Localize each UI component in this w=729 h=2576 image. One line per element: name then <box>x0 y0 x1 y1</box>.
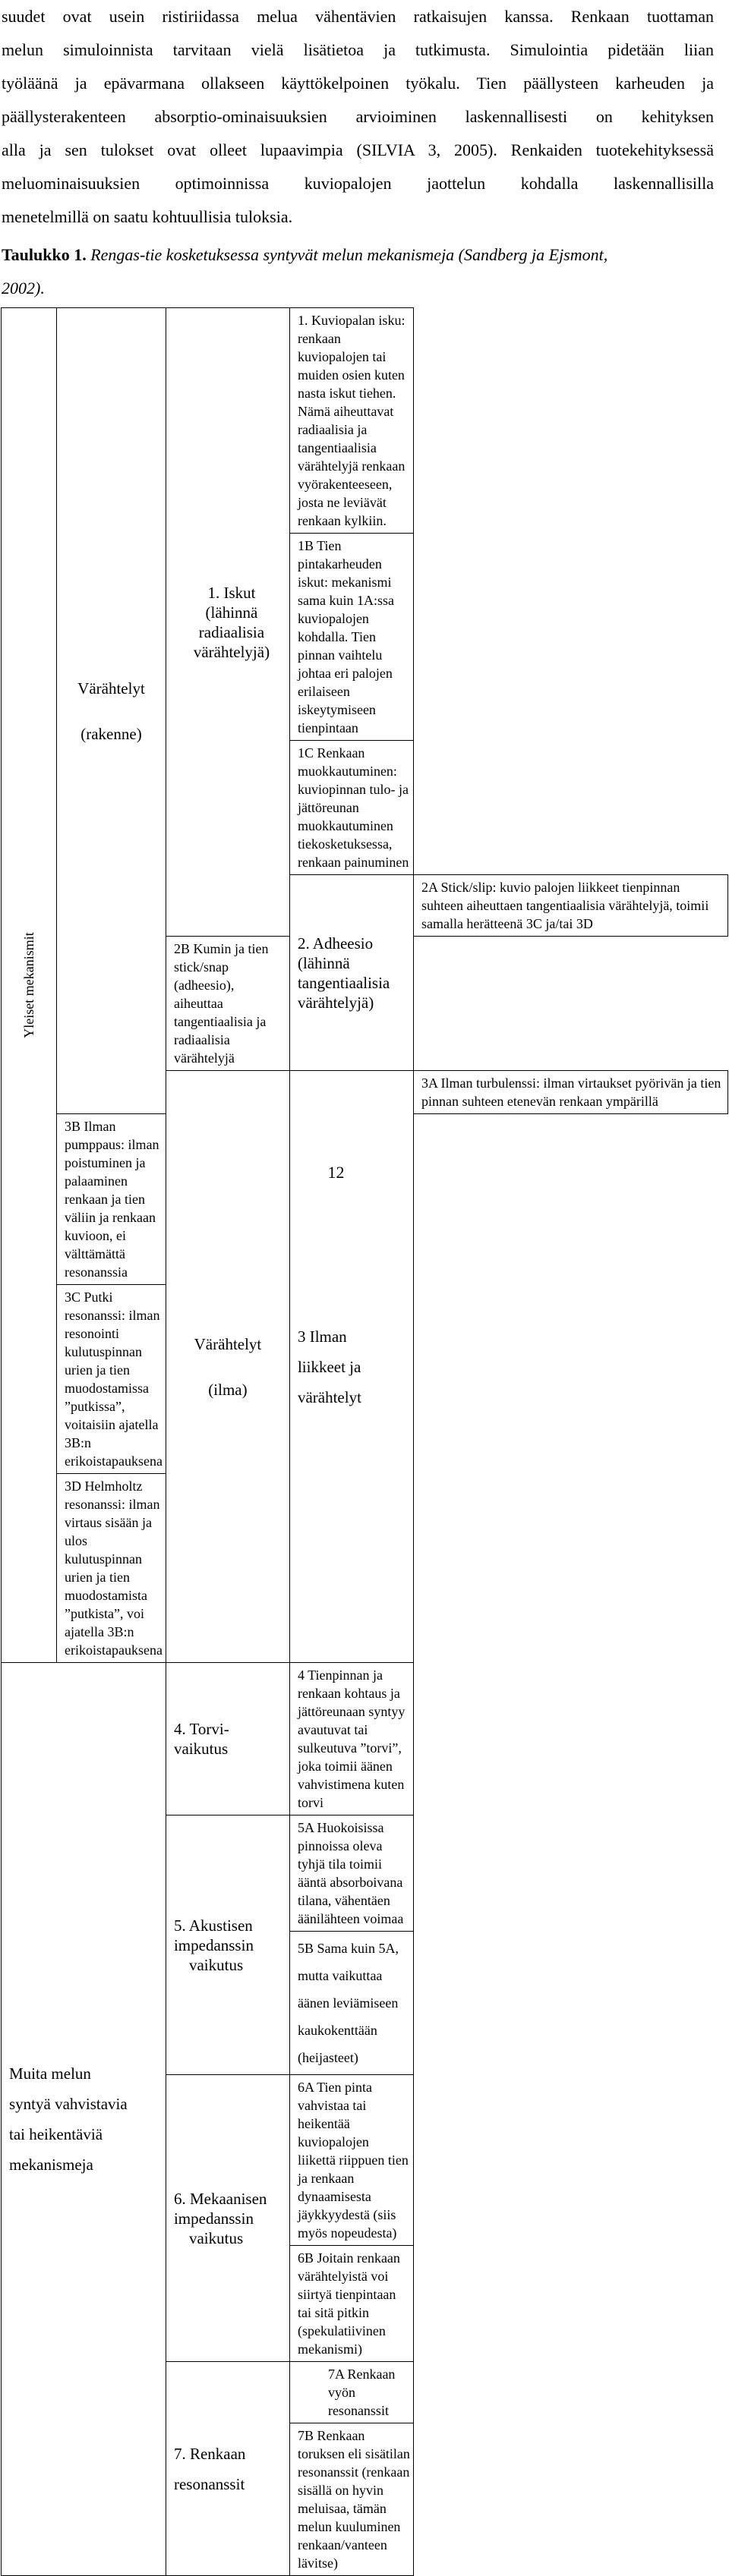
desc-1c: 1C Renkaan muokkautuminen: kuviopinnan tulo- ja jättöreunan muokkautuminen tiekosketuksessa, renkaan painuminen <box>289 741 413 875</box>
desc-3b: 3B Ilman pumppaus: ilman poistuminen ja palaaminen renkaan ja tien väliin ja renkaan kuvioon, ei välttämättä resonanssia <box>57 1114 166 1285</box>
desc-7b: 7B Renkaan toruksen eli sisätilan resonanssit (renkaan sisällä on hyvin meluisaa, tämän melun kuuluminen renkaan/vanteen lävitse) <box>289 2423 413 2576</box>
mechanism-3 <box>289 1071 413 1663</box>
mech-text: 7. Renkaan <box>173 2444 246 2463</box>
mechanism-2 <box>289 875 413 1071</box>
mech-text: radiaalisia <box>198 622 265 641</box>
mech-text: 3 Ilman <box>297 1327 347 1346</box>
caption-label: Taulukko 1. <box>2 245 87 264</box>
desc-1b: 1B Tien pintakarheuden iskut: mekanismi sama kuin 1A:ssa kuviopalojen kohdalla. Tien pinnan vaihtelu johtaa eri palojen erilaiseen iskeytymiseen tienpintaan <box>289 534 413 741</box>
mech-text: (lähinnä <box>205 603 258 622</box>
mech-text: impedanssin <box>173 2209 254 2228</box>
paragraph-line: melun simuloinnista tarvitaan vielä lisätietoa ja tutkimusta. Simulointia pidetään liian <box>2 40 714 59</box>
paragraph-line: alla ja sen tulokset ovat olleet lupaavimpia (SILVIA 3, 2005). Renkaiden tuotekehityksessä <box>2 140 714 159</box>
group-sublabel: (rakenne) <box>80 724 142 743</box>
caption-text-cont: 2002). <box>2 279 45 298</box>
mech-text: värähtelyjä) <box>193 642 270 661</box>
mech-text: vaikutus <box>188 2228 244 2247</box>
desc-7a: 7A Renkaan vyön resonanssit <box>289 2362 413 2423</box>
caption-text: Rengas-tie kosketuksessa syntyvät melun mekanismeja (Sandberg ja Ejsmont, <box>90 245 608 264</box>
group-sublabel: (ilma) <box>208 1380 248 1399</box>
group-vibrations-structure <box>57 308 166 1114</box>
desc-3c: 3C Putki resonanssi: ilman resonointi kulutuspinnan urien ja tien muodostamissa ”putkissa”, voitaisiin ajatella 3B:n erikoistapauksena <box>57 1285 166 1474</box>
mech-text: liikkeet ja <box>297 1357 361 1376</box>
desc-5a: 5A Huokoisissa pinnoissa oleva tyhjä tila toimii ääntä absorboivana tilana, vähentäen äänilähteen voimaa <box>289 1815 413 1932</box>
mech-text: värähtelyt <box>297 1387 361 1406</box>
body-paragraph <box>2 0 714 234</box>
mech-text: 4. Torvi- <box>173 1720 229 1738</box>
desc-1a: 1. Kuviopalan isku: renkaan kuviopalojen tai muiden osien kuten nasta iskut tiehen. Nämä aiheuttavat radiaalisia ja tangentiaalisia värähtelyjä renkaan vyörakenteeseen, josta ne leviävät renkaan kylkiin. <box>289 308 413 534</box>
desc-3a: 3A Ilman turbulenssi: ilman virtaukset pyörivän ja tien pinnan suhteen etenevän renkaan ympärillä <box>413 1071 727 1114</box>
table-caption <box>2 238 715 305</box>
paragraph-line: meluominaisuuksien optimoinnissa kuviopalojen jaottelun kohdalla laskennallisilla <box>2 174 714 193</box>
rotated-label: Yleiset mekanismit <box>21 932 36 1038</box>
group-other-mechanisms <box>2 1663 166 2576</box>
desc-2b: 2B Kumin ja tien stick/snap (adheesio), aiheuttaa tangentiaalisia ja radiaalisia värähtelyjä <box>166 937 289 1071</box>
desc-4: 4 Tienpinnan ja renkaan kohtaus ja jättöreunaan syntyy avautuvat tai sulkeutuva ”torvi”, joka toimii äänen vahvistimena kuten torvi <box>289 1663 413 1815</box>
group-vibrations-air <box>166 1071 289 1663</box>
group-label: syntyä vahvistavia <box>9 2095 128 2113</box>
mech-text: 1. Iskut <box>207 583 256 602</box>
mech-text: resonanssit <box>173 2474 245 2493</box>
desc-3d: 3D Helmholtz resonanssi: ilman virtaus sisään ja ulos kulutuspinnan urien ja tien muodostamista ”putkista”, voi ajatella 3B:n erikoistapauksena <box>57 1474 166 1663</box>
desc-5b <box>289 1932 413 2075</box>
mech-text: tangentiaalisia <box>297 973 390 992</box>
paragraph-line: päällysterakenteen absorptio-ominaisuuksien arvioiminen laskennallisesti on kehityksen <box>2 107 714 126</box>
paragraph-line: suudet ovat usein ristiriidassa melua vähentävien ratkaisujen kanssa. Renkaan tuottaman <box>2 7 714 26</box>
mech-text: (lähinnä <box>297 953 350 972</box>
page-number: 12 <box>327 1163 345 1182</box>
mechanism-5 <box>166 1815 289 2075</box>
paragraph-line: työläänä ja epävarmana ollakseen käyttökelpoinen työkalu. Tien päällysteen karheuden ja <box>2 74 714 93</box>
desc-text: (heijasteet) <box>297 2050 358 2065</box>
rotated-label-cell <box>2 308 57 1663</box>
paragraph-line: menetelmillä on saatu kohtuullisia tuloksia. <box>2 207 293 226</box>
mechanism-4 <box>166 1663 289 1815</box>
group-label: Muita melun <box>9 2064 91 2083</box>
desc-6b: 6B Joitain renkaan värähtelyistä voi siirtyä tienpintaan tai sitä pitkin (spekulatiivinen mekanismi) <box>289 2246 413 2362</box>
desc-2a: 2A Stick/slip: kuvio palojen liikkeet tienpinnan suhteen aiheuttaen tangentiaalisia värähtelyjä, toimii samalla herätteenä 3C ja/tai 3D <box>413 875 727 937</box>
mechanism-7 <box>166 2362 289 2576</box>
group-label: Värähtelyt <box>77 679 145 698</box>
mechanism-1 <box>166 308 289 937</box>
group-label: Värähtelyt <box>194 1334 262 1353</box>
mechanism-6 <box>166 2075 289 2362</box>
mech-text: 2. Adheesio <box>297 934 374 953</box>
mechanism-table <box>1 307 728 2576</box>
group-label: mekanismeja <box>9 2156 93 2174</box>
mech-text: impedanssin <box>173 1935 254 1954</box>
mech-text: värähtelyjä) <box>297 993 374 1012</box>
group-label: tai heikentäviä <box>9 2125 103 2143</box>
mech-text: vaikutus <box>173 1740 229 1758</box>
mech-text: vaikutus <box>188 1955 244 1974</box>
mech-text: 5. Akustisen <box>173 1916 253 1935</box>
desc-text: 5B Sama kuin 5A, mutta vaikuttaa äänen leviämiseen kaukokenttään <box>297 1941 399 2038</box>
desc-6a: 6A Tien pinta vahvistaa tai heikentää kuviopalojen liikettä riippuen tien ja renkaan dynaamisesta jäykkyydestä (siis myös nopeudesta) <box>289 2075 413 2246</box>
mech-text: 6. Mekaanisen <box>173 2189 267 2208</box>
